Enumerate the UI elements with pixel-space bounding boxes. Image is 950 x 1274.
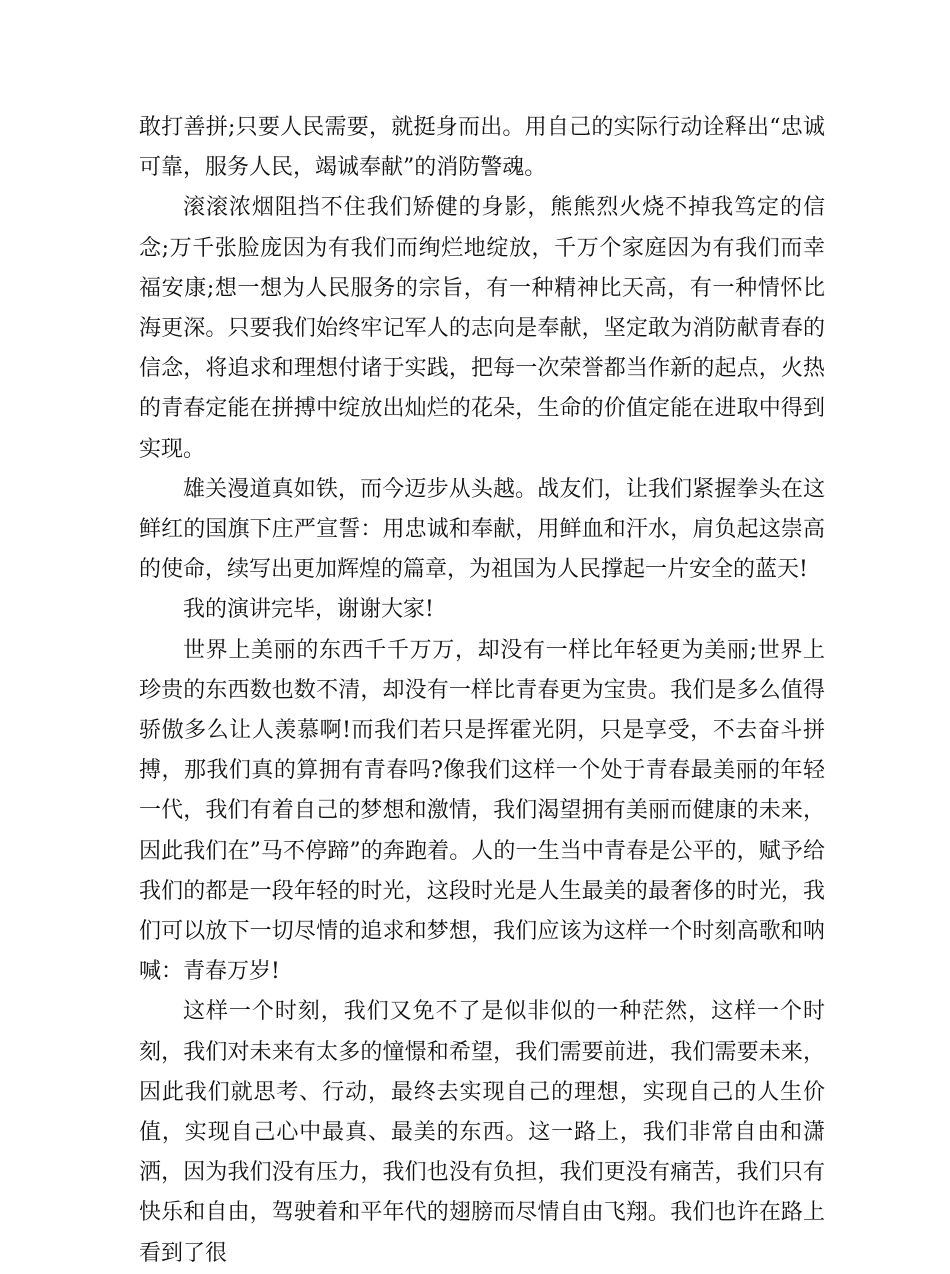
- paragraph-6: 这样一个时刻，我们又免不了是似非似的一种茫然，这样一个时刻，我们对未来有太多的憧憬和希望，我们需要前进，我们需要未来，因此我们就思考、行动，最终去实现自己的理想，实现自己的人生价值，实现自己心中最真、最美的东西。这一路上，我们非常自由和潇洒，因为我们没有压力，我们也没有负担，我们更没有痛苦，我们只有快乐和自由，驾驶着和平年代的翅膀而尽情自由飞翔。我们也许在路上看到了很: [139, 999, 825, 1266]
- paragraph-3: 雄关漫道真如铁，而今迈步从头越。战友们，让我们紧握拳头在这鲜红的国旗下庄严宣誓：用忠诚和奉献，用鲜血和汗水，肩负起这崇高的使命，续写出更加辉煌的篇章，为祖国为人民撑起一片安全的蓝天!: [139, 476, 825, 583]
- paragraph-4: 我的演讲完毕，谢谢大家!: [183, 597, 434, 623]
- paragraph-2: 滚滚浓烟阻挡不住我们矫健的身影，熊熊烈火烧不掉我笃定的信念;万千张脸庞因为有我们而绚烂地绽放，千万个家庭因为有我们而幸福安康;想一想为人民服务的宗旨，有一种精神比天高，有一种情怀比海更深。只要我们始终牢记军人的志向是奉献，坚定敢为消防献青春的信念，将追求和理想付诸于实践，把每一次荣誉都当作新的起点，火热的青春定能在拼搏中绽放出灿烂的花朵，生命的价值定能在进取中得到实现。: [139, 195, 825, 462]
- paragraph-5: 世界上美丽的东西千千万万，却没有一样比年轻更为美丽;世界上珍贵的东西数也数不清，却没有一样比青春更为宝贵。我们是多么值得骄傲多么让人羡慕啊!而我们若只是挥霍光阴，只是享受，不去奋斗拼搏，那我们真的算拥有青春吗?像我们这样一个处于青春最美丽的年轻一代，我们有着自己的梦想和激情，我们渴望拥有美丽而健康的未来，因此我们在”马不停蹄”的奔跑着。人的一生当中青春是公平的，赋予给我们的都是一段年轻的时光，这段时光是人生最美的最奢侈的时光，我们可以放下一切尽情的追求和梦想，我们应该为这样一个时刻高歌和呐喊：青春万岁!: [139, 637, 825, 985]
- paragraph-1: 敢打善拼;只要人民需要，就挺身而出。用自己的实际行动诠释出“忠诚可靠，服务人民，竭诚奉献”的消防警魂。: [139, 115, 825, 181]
- document-body: [139, 108, 825, 1274]
